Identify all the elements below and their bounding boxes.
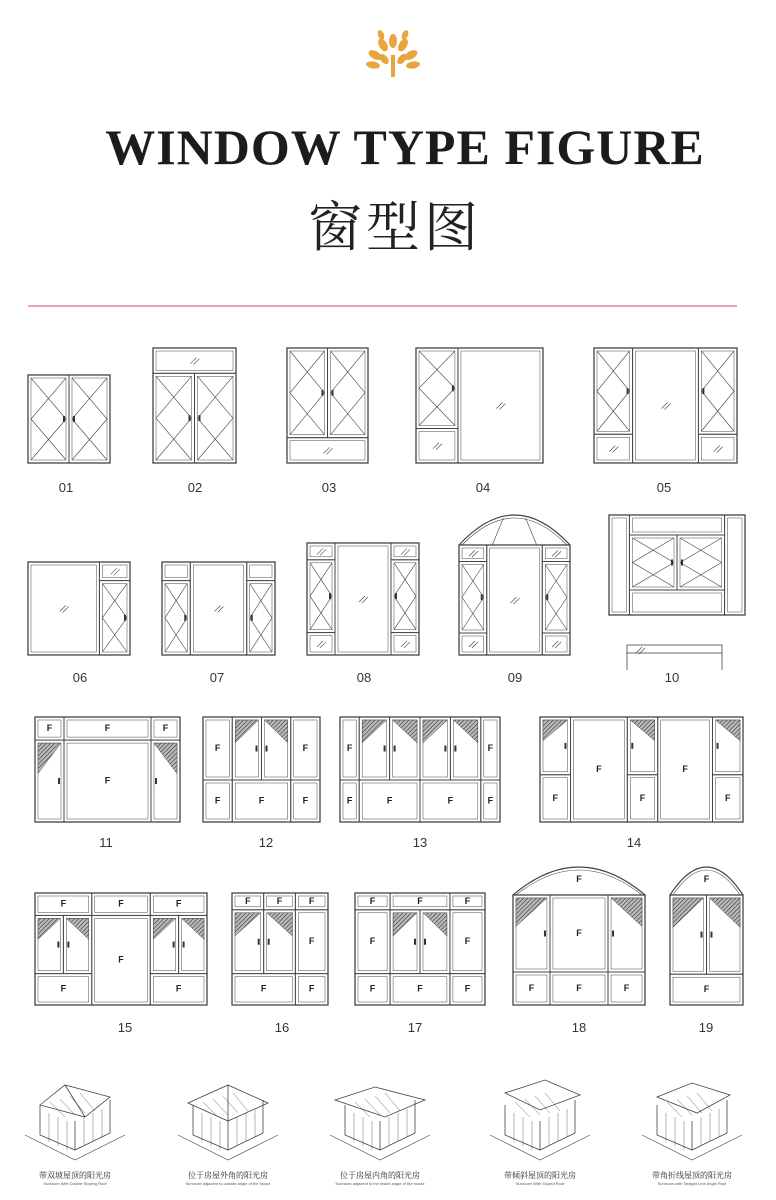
handle-icon xyxy=(681,560,683,566)
handle-icon xyxy=(384,746,386,752)
pane xyxy=(287,348,328,438)
sunroom-diagram xyxy=(178,1085,278,1160)
window-number: 03 xyxy=(321,480,337,495)
vent-screen xyxy=(182,918,204,939)
handle-icon xyxy=(452,385,454,391)
handle-icon xyxy=(414,939,416,945)
sunroom-caption xyxy=(622,1170,762,1186)
pane-inner xyxy=(331,351,366,435)
window-number: 10 xyxy=(664,670,680,685)
pane xyxy=(307,543,335,560)
pane-inner xyxy=(490,548,540,652)
pane-inner xyxy=(394,563,416,630)
vent-screen xyxy=(154,743,177,773)
fixed-pane-label: F xyxy=(308,895,315,906)
fixed-pane-label: F xyxy=(214,742,221,753)
fixed-pane-label: F xyxy=(104,722,111,733)
handle-icon xyxy=(481,594,483,600)
pane xyxy=(391,633,419,655)
pane xyxy=(307,633,335,655)
handle-icon xyxy=(711,932,713,938)
page-subtitle: 窗型图 xyxy=(308,196,482,259)
pane-inner xyxy=(250,584,272,652)
sunroom-roof xyxy=(335,1087,425,1117)
sunroom-caption xyxy=(310,1170,450,1186)
vent-screen xyxy=(265,720,288,743)
fixed-pane-label: F xyxy=(162,722,169,733)
sunroom-roof xyxy=(657,1083,730,1113)
frame-line xyxy=(545,1093,560,1111)
sunroom-diagram xyxy=(490,1080,590,1160)
pane-inner xyxy=(632,518,721,532)
fixed-pane-label: F xyxy=(576,927,582,938)
sunroom-diagram xyxy=(25,1085,125,1160)
fixed-pane-label: F xyxy=(576,982,582,993)
fixed-pane-label: F xyxy=(118,898,124,909)
fixed-pane-label: F xyxy=(118,954,124,965)
handle-icon xyxy=(58,778,60,784)
pane-inner xyxy=(545,565,567,631)
handle-icon xyxy=(329,593,331,599)
window-type-13 xyxy=(340,717,500,822)
pane-inner xyxy=(338,546,388,652)
sunroom-roof xyxy=(505,1080,580,1110)
sunroom-caption-zh: 带双坡屋顶的阳光房 xyxy=(39,1171,111,1180)
fixed-pane-label: F xyxy=(386,795,393,806)
window-type-18 xyxy=(513,867,645,1005)
sunroom-diagram xyxy=(642,1083,742,1160)
vent-screen xyxy=(393,913,417,936)
divider xyxy=(28,305,737,307)
pane-inner xyxy=(310,636,332,652)
window-number: 01 xyxy=(58,480,74,495)
pane-inner xyxy=(701,437,734,460)
window-type-11 xyxy=(35,717,180,822)
fixed-pane-label: F xyxy=(576,873,582,884)
window-frame xyxy=(28,562,130,655)
fixed-pane-label: F xyxy=(417,983,423,994)
sunroom-caption xyxy=(5,1170,145,1186)
pane xyxy=(391,543,419,560)
window-type-04 xyxy=(416,348,543,463)
handle-icon xyxy=(631,743,633,749)
vent-screen xyxy=(710,898,741,927)
handle-icon xyxy=(124,615,126,621)
window-number: 15 xyxy=(117,1020,133,1035)
fixed-pane-label: F xyxy=(596,763,602,774)
handle-icon xyxy=(322,390,324,396)
handle-icon xyxy=(184,615,186,621)
pane xyxy=(69,375,110,463)
vent-screen xyxy=(153,918,175,939)
sunroom-roof xyxy=(40,1085,110,1117)
handle-icon xyxy=(671,560,673,566)
handle-icon xyxy=(183,942,185,948)
pane xyxy=(459,633,487,655)
sunroom-caption-zh: 位于房屋外角的阳光房 xyxy=(188,1171,268,1180)
window-number: 13 xyxy=(412,835,428,850)
vent-screen xyxy=(716,720,740,741)
window-frame xyxy=(416,348,543,463)
handle-icon xyxy=(702,388,704,394)
vent-screen xyxy=(66,918,88,939)
arch-transom xyxy=(459,515,570,545)
fixed-pane-label: F xyxy=(703,873,710,884)
sunroom-caption xyxy=(158,1170,298,1186)
fixed-pane-label: F xyxy=(302,742,309,753)
pane-inner xyxy=(165,565,187,578)
pane-inner xyxy=(102,584,127,652)
handle-icon xyxy=(612,931,614,937)
sunroom-roof xyxy=(188,1085,268,1121)
pane-inner xyxy=(156,376,192,460)
handle-icon xyxy=(564,743,566,749)
handle-icon xyxy=(627,388,629,394)
handle-icon xyxy=(258,939,260,945)
window-number: 18 xyxy=(571,1020,587,1035)
pane xyxy=(28,375,69,463)
sunroom-caption xyxy=(470,1170,610,1186)
pane xyxy=(335,543,391,655)
pane-inner xyxy=(597,351,630,431)
pane-inner xyxy=(636,351,696,460)
window-type-12 xyxy=(203,717,320,822)
fixed-pane-label: F xyxy=(175,983,182,994)
frame-line xyxy=(355,1102,370,1117)
vent-screen xyxy=(611,898,642,926)
sunroom-caption-zh: 位于房屋内角的阳光房 xyxy=(340,1171,420,1180)
vent-screen xyxy=(38,918,60,939)
window-type-03 xyxy=(287,348,368,463)
window-number: 08 xyxy=(356,670,372,685)
fixed-pane-label: F xyxy=(464,895,471,906)
handle-icon xyxy=(189,415,191,421)
pane-inner xyxy=(461,351,540,460)
pane xyxy=(190,562,247,655)
sunroom-caption-zh: 带角折线屋顶的阳光房 xyxy=(652,1171,732,1180)
vent-screen xyxy=(38,743,61,773)
pane xyxy=(677,535,725,590)
fixed-pane-label: F xyxy=(487,795,494,806)
vent-screen xyxy=(673,898,704,927)
pane xyxy=(28,562,99,655)
pane-inner xyxy=(597,437,630,460)
pane xyxy=(633,348,699,463)
frame-line xyxy=(385,1093,400,1111)
window-number: 12 xyxy=(258,835,274,850)
fixed-pane-label: F xyxy=(346,742,353,753)
pane-inner xyxy=(419,432,455,461)
pane-inner xyxy=(462,565,484,631)
window-type-05 xyxy=(594,348,737,463)
handle-icon xyxy=(73,416,75,422)
fixed-pane-label: F xyxy=(60,983,67,994)
fixed-pane-label: F xyxy=(276,895,283,906)
pane-inner xyxy=(680,538,722,587)
frame-line xyxy=(213,1099,228,1115)
window-number: 05 xyxy=(656,480,672,495)
window-number: 16 xyxy=(274,1020,290,1035)
fixed-pane-label: F xyxy=(302,795,309,806)
vent-screen xyxy=(423,720,447,743)
fixed-pane-label: F xyxy=(346,795,353,806)
fixed-pane-label: F xyxy=(369,936,376,947)
fixed-pane-label: F xyxy=(725,792,731,803)
frame-line xyxy=(697,1093,712,1111)
vent-screen xyxy=(453,720,477,743)
pane-inner xyxy=(198,376,234,460)
window-type-19 xyxy=(670,867,743,1005)
vent-screen xyxy=(543,720,567,741)
pane-inner xyxy=(462,636,484,652)
sunroom-caption-en: Sunroom adjacent to the inside angle of the house xyxy=(335,1181,425,1186)
fixed-pane-label: F xyxy=(175,898,182,909)
pane xyxy=(416,348,458,429)
pane-inner xyxy=(394,546,416,557)
pane-inner xyxy=(72,378,107,460)
handle-icon xyxy=(717,743,719,749)
window-type-09 xyxy=(459,515,570,655)
handle-icon xyxy=(394,746,396,752)
window-type-06 xyxy=(28,562,130,655)
handle-icon xyxy=(67,942,69,948)
vent-screen xyxy=(267,913,293,936)
window-type-01 xyxy=(28,375,110,463)
pane xyxy=(459,545,487,562)
vent-screen xyxy=(516,898,547,926)
sunroom-walls xyxy=(505,1100,575,1150)
pane xyxy=(698,434,737,463)
fixed-pane-label: F xyxy=(260,983,267,994)
vent-screen xyxy=(423,913,447,936)
window-type-17 xyxy=(355,893,485,1005)
pane-inner xyxy=(310,563,332,630)
pane-inner xyxy=(310,546,332,557)
frame-line xyxy=(525,1099,540,1115)
fixed-pane-label: F xyxy=(528,982,535,993)
fixed-pane-label: F xyxy=(552,792,558,803)
pane-inner xyxy=(165,584,187,652)
fixed-pane-label: F xyxy=(487,742,494,753)
pane xyxy=(416,429,458,464)
handle-icon xyxy=(395,593,397,599)
handle-icon xyxy=(546,594,548,600)
pane xyxy=(542,545,570,562)
handle-icon xyxy=(63,416,65,422)
pane-inner xyxy=(701,351,734,431)
fixed-pane-label: F xyxy=(308,983,315,994)
pane-inner xyxy=(156,351,233,370)
vent-screen xyxy=(235,913,261,936)
fixed-pane-label: F xyxy=(703,983,710,994)
pane-inner xyxy=(728,518,742,612)
fixed-pane-label: F xyxy=(214,795,221,806)
window-number: 11 xyxy=(99,835,113,850)
pane-inner xyxy=(250,565,272,578)
arch-inner xyxy=(462,518,567,545)
fixed-pane-label: F xyxy=(682,763,688,774)
page-title: WINDOW TYPE FIGURE xyxy=(105,119,705,175)
pane xyxy=(153,348,236,373)
window-number: 14 xyxy=(626,835,642,850)
pane-inner xyxy=(290,351,325,435)
handle-icon xyxy=(454,746,456,752)
pane xyxy=(629,535,677,590)
handle-icon xyxy=(268,939,270,945)
pane-inner xyxy=(462,548,484,559)
window-type-16 xyxy=(232,893,328,1005)
pane-inner xyxy=(419,351,455,426)
fixed-pane-label: F xyxy=(447,795,454,806)
window-number: 07 xyxy=(209,670,225,685)
window-number: 17 xyxy=(407,1020,423,1035)
handle-icon xyxy=(57,942,59,948)
sunroom-caption-zh: 带倾斜屋顶的阳光房 xyxy=(504,1171,576,1180)
handle-icon xyxy=(251,615,253,621)
tree-logo-icon xyxy=(365,29,420,77)
fixed-pane-label: F xyxy=(369,983,376,994)
handle-icon xyxy=(444,746,446,752)
fixed-pane-label: F xyxy=(369,895,376,906)
frame-line xyxy=(223,1096,238,1113)
handle-icon xyxy=(256,746,258,752)
window-number: 06 xyxy=(72,670,88,685)
fixed-pane-label: F xyxy=(417,895,423,906)
window-type-08 xyxy=(307,543,419,655)
frame-line xyxy=(687,1096,702,1113)
pane-inner xyxy=(545,548,567,559)
fixed-pane-label: F xyxy=(623,982,630,993)
window-type-02 xyxy=(153,348,236,463)
sunroom-caption-en: Sunroom adjacent to outside angle of the house xyxy=(185,1181,271,1186)
handle-icon xyxy=(701,932,703,938)
handle-icon xyxy=(332,390,334,396)
sunroom-walls xyxy=(345,1100,415,1150)
pane xyxy=(195,373,237,463)
frame-line xyxy=(677,1099,692,1115)
pane xyxy=(328,348,369,438)
handle-icon xyxy=(199,415,201,421)
pane-inner xyxy=(193,565,244,652)
handle-icon xyxy=(173,942,175,948)
handle-icon xyxy=(424,939,426,945)
sunroom-diagram xyxy=(330,1087,430,1160)
window-number: 09 xyxy=(507,670,523,685)
sunroom-caption-en: Sunroom With Sloped Roof xyxy=(515,1181,565,1186)
pane-inner xyxy=(290,441,365,460)
sunroom-walls xyxy=(657,1100,727,1150)
window-type-10 xyxy=(609,515,745,670)
fixed-pane-label: F xyxy=(60,898,67,909)
fixed-pane-label: F xyxy=(104,775,111,786)
window-number: 19 xyxy=(698,1020,714,1035)
pane-inner xyxy=(394,636,416,652)
pane xyxy=(153,373,195,463)
pane xyxy=(287,438,368,463)
frame-line xyxy=(233,1093,248,1111)
window-type-14 xyxy=(540,717,743,822)
window-frame xyxy=(594,348,737,463)
fixed-pane-label: F xyxy=(464,936,471,947)
pane-inner xyxy=(102,565,127,578)
pane-inner xyxy=(612,518,626,612)
handle-icon xyxy=(266,746,268,752)
frame-line xyxy=(375,1096,390,1113)
pane xyxy=(542,633,570,655)
pane-inner xyxy=(632,538,674,587)
sunroom-caption-en: Sunroom with Straight Line Angle Roof xyxy=(657,1181,727,1186)
frame-line xyxy=(50,1102,65,1117)
pane-inner xyxy=(632,593,721,612)
pane xyxy=(629,590,724,615)
handle-icon xyxy=(155,778,157,784)
window-number: 02 xyxy=(187,480,203,495)
window-type-07 xyxy=(162,562,275,655)
vent-screen xyxy=(235,720,258,743)
window-number: 04 xyxy=(475,480,491,495)
pane-inner xyxy=(31,378,66,460)
pane xyxy=(594,434,633,463)
frame-line xyxy=(203,1102,218,1117)
frame-line xyxy=(70,1096,85,1113)
frame-line xyxy=(535,1096,550,1113)
handle-icon xyxy=(544,931,546,937)
fixed-pane-label: F xyxy=(46,722,53,733)
fixed-pane-label: F xyxy=(464,983,471,994)
fixed-pane-label: F xyxy=(258,795,265,806)
sunroom-caption-en: Sunroom With Double Sloping Roof xyxy=(43,1181,107,1186)
vent-screen xyxy=(362,720,386,743)
fixed-pane-label: F xyxy=(308,936,315,947)
frame-line xyxy=(80,1093,95,1111)
fixed-pane-label: F xyxy=(639,792,646,803)
fixed-pane-label: F xyxy=(245,895,251,906)
pane-inner xyxy=(545,636,567,652)
pane xyxy=(487,545,543,655)
pane-inner xyxy=(31,565,96,652)
pane xyxy=(458,348,543,463)
vent-screen xyxy=(393,720,417,743)
window-frame xyxy=(162,562,275,655)
window-type-15 xyxy=(35,893,207,1005)
vent-screen xyxy=(630,720,654,741)
